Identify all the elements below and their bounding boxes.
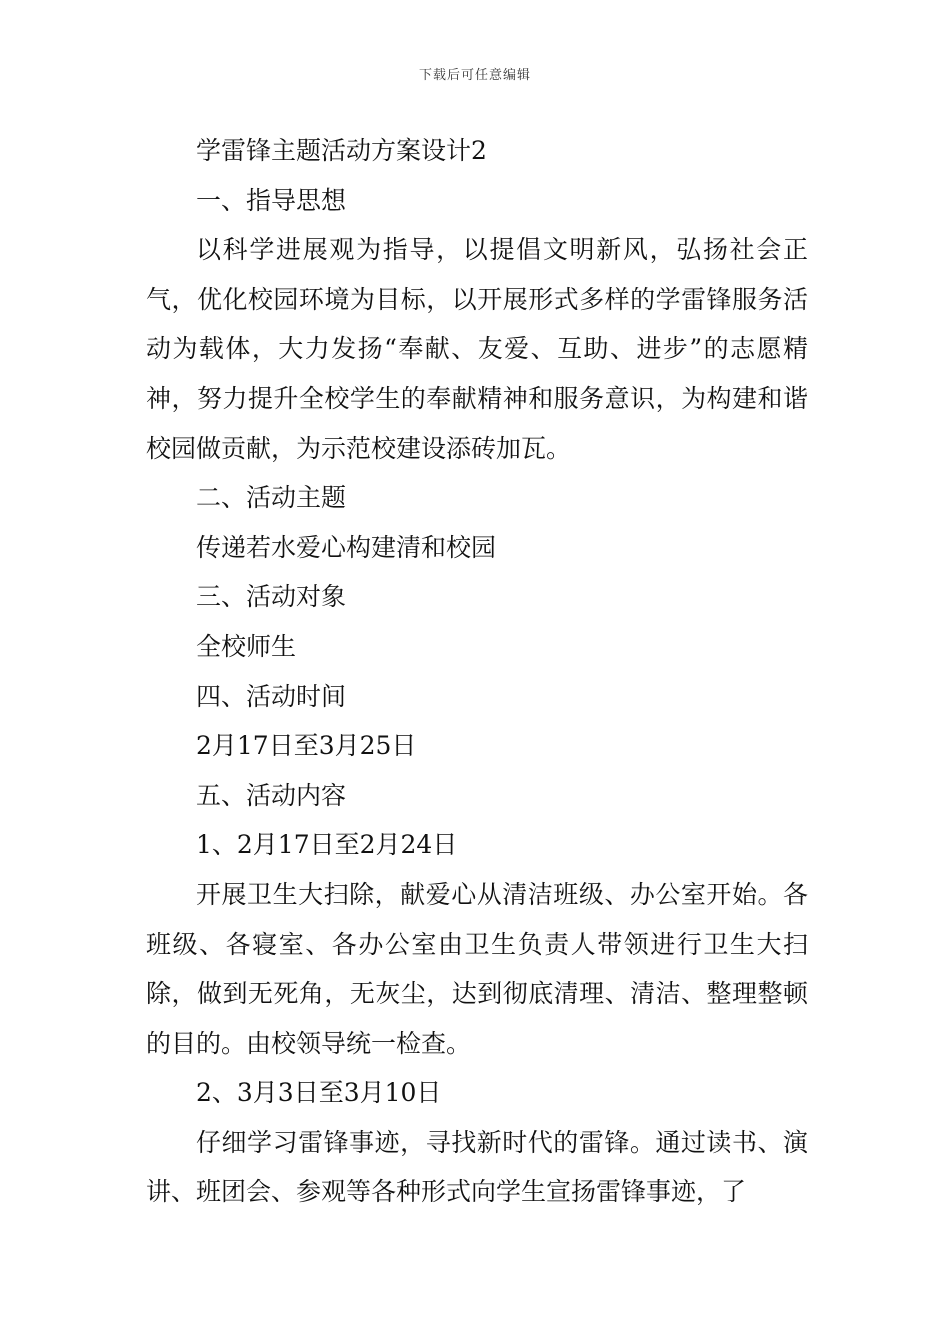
item-2-heading: 2、3月3日至3月10日 <box>196 1078 442 1108</box>
document-title: 学雷锋主题活动方案设计2 <box>196 136 487 165</box>
section-4-text: 2月17日至3月25日 <box>196 731 417 761</box>
section-3-text: 全校师生 <box>196 631 297 661</box>
section-2-heading: 二、活动主题 <box>196 483 347 513</box>
item-1-heading: 1、2月17日至2月24日 <box>196 830 458 860</box>
item-2-paragraph: 仔细学习雷锋事迹，寻找新时代的雷锋。通过读书、演讲、班团会、参观等各种形式向学生宣扬雷锋事迹，了 <box>146 1127 808 1207</box>
header-note: 下载后可任意编辑 <box>418 68 531 83</box>
section-3-heading: 三、活动对象 <box>196 582 347 612</box>
item-1-paragraph: 开展卫生大扫除，献爱心从清洁班级、办公室开始。各班级、各寝室、各办公室由卫生负责人带领进行卫生大扫除，做到无死角，无灰尘，达到彻底清理、清洁、整理整顿的目的。由校领导统一检查。 <box>146 879 808 1058</box>
section-1-heading: 一、指导思想 <box>196 185 347 215</box>
section-5-heading: 五、活动内容 <box>196 780 347 810</box>
document-body <box>146 126 808 1217</box>
section-1-paragraph: 以科学进展观为指导，以提倡文明新风，弘扬社会正气，优化校园环境为目标，以开展形式多样的学雷锋服务活动为载体，大力发扬“奉献、友爱、互助、进步”的志愿精神，努力提升全校学生的奉献精神和服务意识，为构建和谐校园做贡献，为示范校建设添砖加瓦。 <box>146 235 808 463</box>
section-2-text: 传递若水爱心构建清和校园 <box>196 532 497 562</box>
section-4-heading: 四、活动时间 <box>196 681 347 711</box>
